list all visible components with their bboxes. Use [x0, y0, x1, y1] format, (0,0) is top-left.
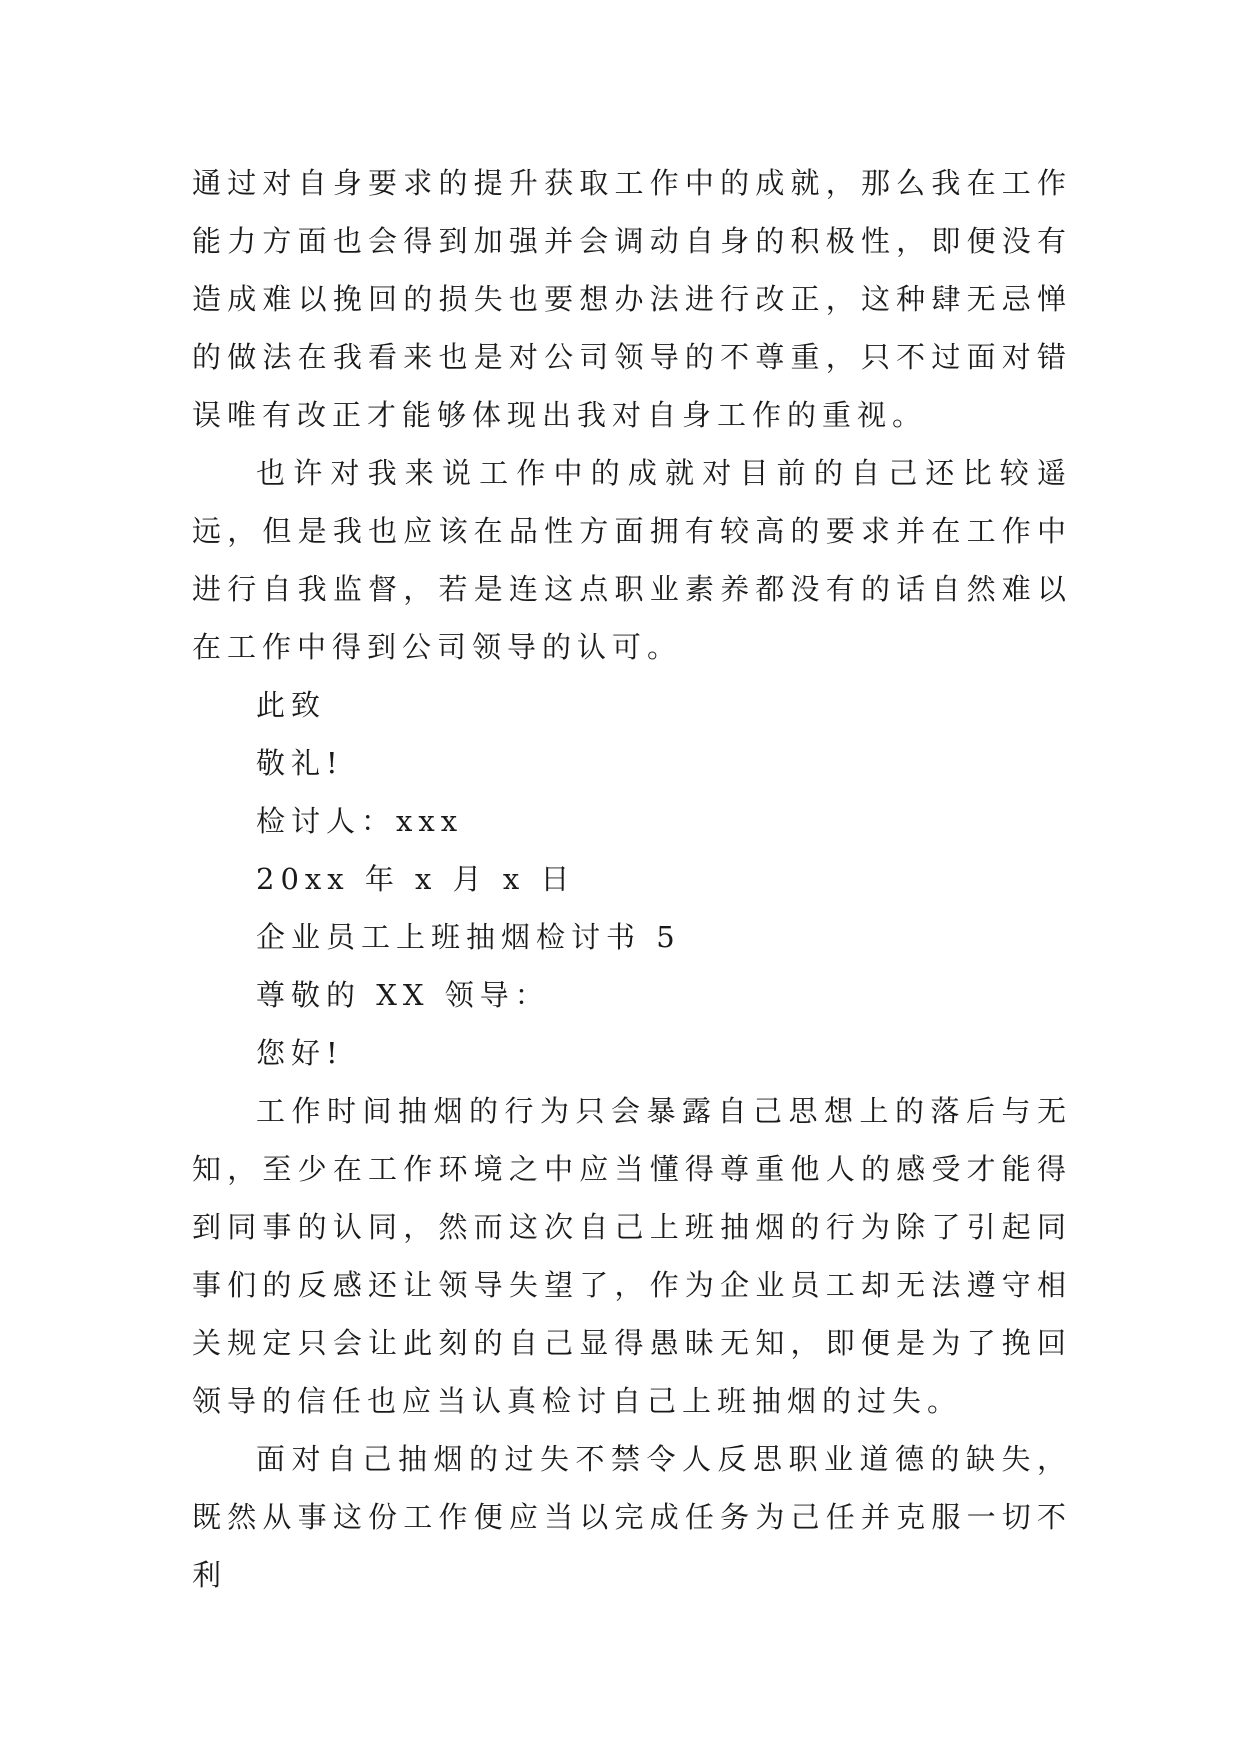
paragraph-2: 也许对我来说工作中的成就对目前的自己还比较遥远，但是我也应该在品性方面拥有较高的要求并在工作中进行自我监督，若是连这点职业素养都没有的话自然难以在工作中得到公司领导的认可。 — [192, 456, 1072, 664]
section-title: 企业员工上班抽烟检讨书 5 — [256, 920, 681, 954]
paragraph-4: 面对自己抽烟的过失不禁令人反思职业道德的缺失，既然从事这份工作便应当以完成任务为己任并克服一切不利 — [192, 1442, 1072, 1592]
paragraph-1: 通过对自身要求的提升获取工作中的成就，那么我在工作能力方面也会得到加强并会调动自身的积极性，即便没有造成难以挽回的损失也要想办法进行改正，这种肆无忌惮的做法在我看来也是对公司领导的不尊重，只不过面对错误唯有改正才能够体现出我对自身工作的重视。 — [192, 166, 1072, 432]
document-body — [192, 154, 1072, 1604]
salutation-line: 尊敬的 XX 领导： — [256, 978, 550, 1012]
greeting-line: 您好! — [256, 1036, 344, 1070]
closing-line-2: 敬礼! — [256, 746, 344, 780]
signer-line: 检讨人：xxx — [256, 804, 464, 838]
closing-line-1: 此致 — [256, 688, 327, 722]
date-line: 20xx 年 x 月 x 日 — [256, 862, 576, 896]
paragraph-3: 工作时间抽烟的行为只会暴露自己思想上的落后与无知，至少在工作环境之中应当懂得尊重他人的感受才能得到同事的认同，然而这次自己上班抽烟的行为除了引起同事们的反感还让领导失望了，作为企业员工却无法遵守相关规定只会让此刻的自己显得愚昧无知，即便是为了挽回领导的信任也应当认真检讨自己上班抽烟的过失。 — [192, 1094, 1072, 1418]
